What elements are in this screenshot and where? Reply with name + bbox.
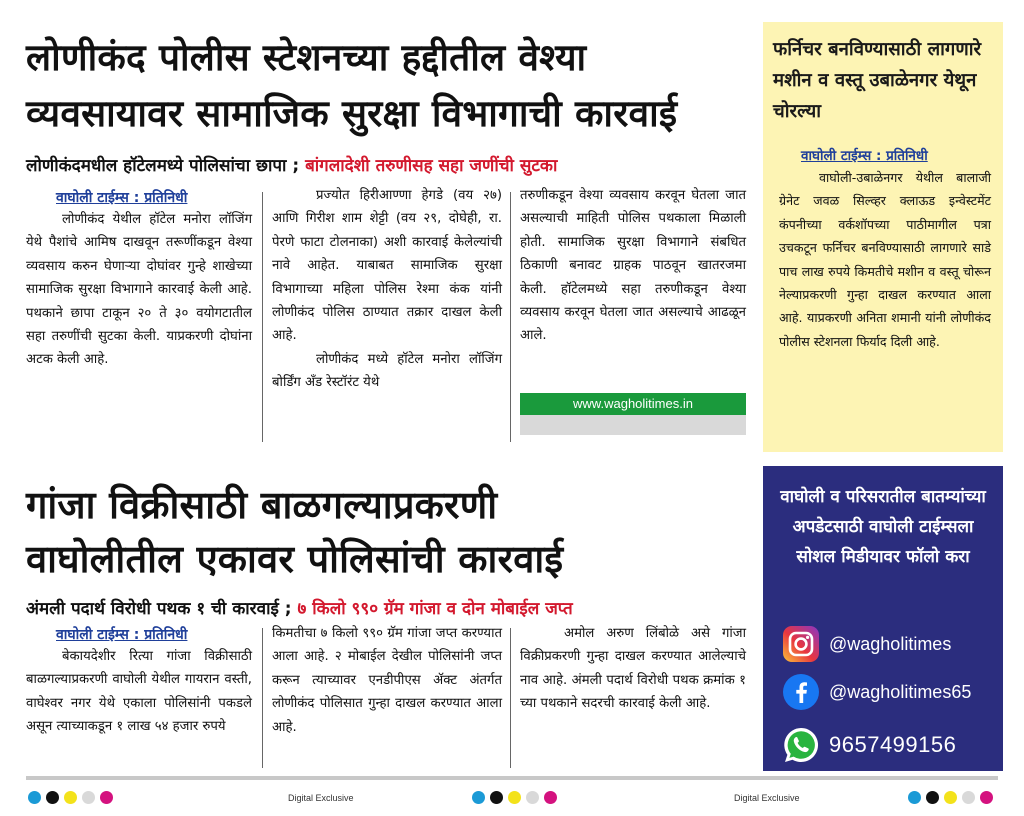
story2-headline-line2: वाघोलीतील एकावर पोलिसांची कारवाई — [26, 537, 564, 581]
story2-column-2 — [272, 622, 502, 739]
social-follow-box — [763, 466, 1003, 771]
story1-subhead-highlight: बांगलादेशी तरुणीसह सहा जणींची सुटका — [305, 156, 558, 176]
story1-subhead-text: लोणीकंदमधील हॉटेलमध्ये पोलिसांचा छापा ; — [26, 156, 306, 176]
sidebar-brief-byline: वाघोली टाईम्स : प्रतिनिधी — [801, 148, 928, 164]
story1-col1-text: लोणीकंद येथील हॉटेल मनोरा लॉजिंग येथे पैशांचे आमिष दाखवून तरूणींकडून वेश्या व्यवसाय करुन घेणाऱ्या दोघांवर गुन्हे शाखेच्या सामाजिक सुरक्षा विभागाने कारवाई केली आहे. पथकाने छापा टाकून २० ते ३० वयोगटातील सहा तरुणींची सुटका केली. याप्रकरणी दोघांना अटक केली आहे. — [26, 212, 252, 368]
sidebar-brief — [763, 22, 1003, 452]
story1-col3-text: तरुणीकडून वेश्या व्यवसाय करवून घेतला जात असल्याची माहिती पोलिस पथकाला मिळाली होती. सामाजिक सुरक्षा विभागाने संबधित ठिकाणी बनावट ग्राहक पाठवून खातरजमा केली. हॉटेलमध्ये सहा तरुणीकडून वेश्या व्यवसाय करवून घेतला जात असल्याचे आढळून आले. — [520, 188, 746, 344]
registration-dot — [472, 791, 485, 804]
registration-dot — [100, 791, 113, 804]
story2-column-1 — [26, 645, 252, 739]
story1-subhead — [26, 153, 557, 176]
column-divider — [510, 628, 511, 768]
story2-subhead-text: अंमली पदार्थ विरोधी पथक १ ची कारवाई ; — [26, 599, 298, 619]
instagram-handle: @wagholitimes — [829, 633, 952, 654]
registration-dot — [28, 791, 41, 804]
column-divider — [262, 628, 263, 768]
story2-column-3 — [520, 622, 746, 716]
registration-dot — [962, 791, 975, 804]
sidebar-brief-title: फर्निचर बनविण्यासाठी लागणारे मशीन व वस्तू उबाळेनगर येथून चोरल्या — [773, 39, 982, 122]
registration-dot — [908, 791, 921, 804]
story2-col3-text: अमोल अरुण लिंबोळे असे गांजा विक्रीप्रकरणी गुन्हा दाखल करण्यात आलेल्याचे नाव आहे. अंमली पदार्थ विरोधी पथक क्रमांक १ च्या पथकाने सदरची कारवाई केली आहे. — [520, 626, 746, 712]
digital-exclusive-label: Digital Exclusive — [288, 793, 354, 803]
facebook-link[interactable] — [781, 672, 971, 712]
story2-col1-text: बेकायदेशीर रित्या गांजा विक्रीसाठी बाळगल्याप्रकरणी वाघोली येथील गायरान वस्ती, वाघेश्वर नगर येथे एकाला पोलिसांनी पकडले असून त्याच्याकडून १ लाख ५४ हजार रुपये — [26, 649, 252, 735]
social-follow-text: वाघोली व परिसरातील बातम्यांच्या अपडेटसाठी वाघोली टाईम्सला सोशल मिडीयावर फॉलो करा — [780, 487, 986, 567]
story2-byline: वाघोली टाईम्स : प्रतिनिधी — [56, 627, 188, 643]
story2-subhead — [26, 596, 573, 619]
whatsapp-icon — [781, 725, 821, 765]
whatsapp-number: 9657499156 — [829, 732, 957, 757]
story2-subhead-highlight: ७ किलो ९९० ग्रॅम गांजा व दोन मोबाईल जप्त — [297, 599, 573, 619]
story1-col2-para1: प्रज्योत हिरीआण्णा हेगडे (वय २७) आणि गिरीश शाम शेट्टी (वय २९, दोघेही, रा. पेरणे फाटा टोलनाका) अशी कारवाई केलेल्यांची नावे आहेत. याबाबत सामाजिक सुरक्षा विभागाच्या महिला पोलिस रेश्मा कंक यांनी लोणीकंद पोलिस ठाण्यात तक्रार दाखल केली आहे. — [272, 188, 502, 344]
whatsapp-link[interactable] — [781, 725, 956, 765]
story1-headline-line2: व्यवसायावर सामाजिक सुरक्षा विभागाची कारवाई — [26, 92, 678, 135]
registration-dot — [944, 791, 957, 804]
registration-marks-center — [472, 791, 557, 804]
registration-dot — [46, 791, 59, 804]
registration-dot — [926, 791, 939, 804]
story1-column-1 — [26, 208, 252, 372]
story1-byline: वाघोली टाईम्स : प्रतिनिधी — [56, 190, 188, 206]
registration-dot — [980, 791, 993, 804]
story1-column-2 — [272, 184, 502, 395]
registration-dot — [490, 791, 503, 804]
registration-dot — [508, 791, 521, 804]
registration-marks-right — [908, 791, 993, 804]
facebook-icon — [781, 672, 821, 712]
story2-col2-text: किमतीचा ७ किलो ९९० ग्रॅम गांजा जप्त करण्यात आला आहे. २ मोबाईल देखील पोलिसांनी जप्त करून त्याच्यावर एनडीपीएस ॲक्ट अंतर्गत लोणीकंद पोलिसात गुन्हा दाखल करण्यात आला आहे. — [272, 626, 502, 735]
column-divider — [510, 192, 511, 442]
instagram-link[interactable] — [781, 624, 951, 664]
story1-col2-para2: लोणीकंद मध्ये हॉटेल मनोरा लॉजिंग बोर्डिंग अँड रेस्टॉरंट येथे — [272, 351, 502, 391]
registration-dot — [64, 791, 77, 804]
instagram-icon — [781, 624, 821, 664]
column-divider — [262, 192, 263, 442]
facebook-handle: @wagholitimes65 — [829, 681, 972, 702]
sidebar-brief-body: वाघोली-उबाळेनगर येथील बालाजी ग्रेनेट जवळ सिल्व्हर क्लाऊड इन्वेस्टमेंट कंपनीच्या वर्कशॉपच्या पाठीमागील पत्रा उचकटून फर्निचर बनविण्यासाठी लागणारे साडे पाच लाख रुपये किमतीचे मशीन व वस्तू चोरून नेल्याप्रकरणी गुन्हा दाखल करण्यात आला आहे. याप्रकरणी अनिता शमानी यांनी लोणीकंद पोलीस स्टेशनला फिर्याद दिली आहे. — [779, 170, 991, 349]
story1-column-3 — [520, 184, 746, 348]
website-banner: www.wagholitimes.in — [520, 393, 746, 415]
digital-exclusive-label: Digital Exclusive — [734, 793, 800, 803]
story1-headline-line1: लोणीकंद पोलीस स्टेशनच्या हद्दीतील वेश्या — [26, 36, 587, 79]
website-banner-strip — [520, 415, 746, 435]
registration-dot — [82, 791, 95, 804]
registration-dot — [544, 791, 557, 804]
story2-headline-line1: गांजा विक्रीसाठी बाळगल्याप्रकरणी — [26, 483, 498, 527]
registration-marks-left — [28, 791, 113, 804]
bottom-divider — [26, 776, 998, 780]
registration-dot — [526, 791, 539, 804]
